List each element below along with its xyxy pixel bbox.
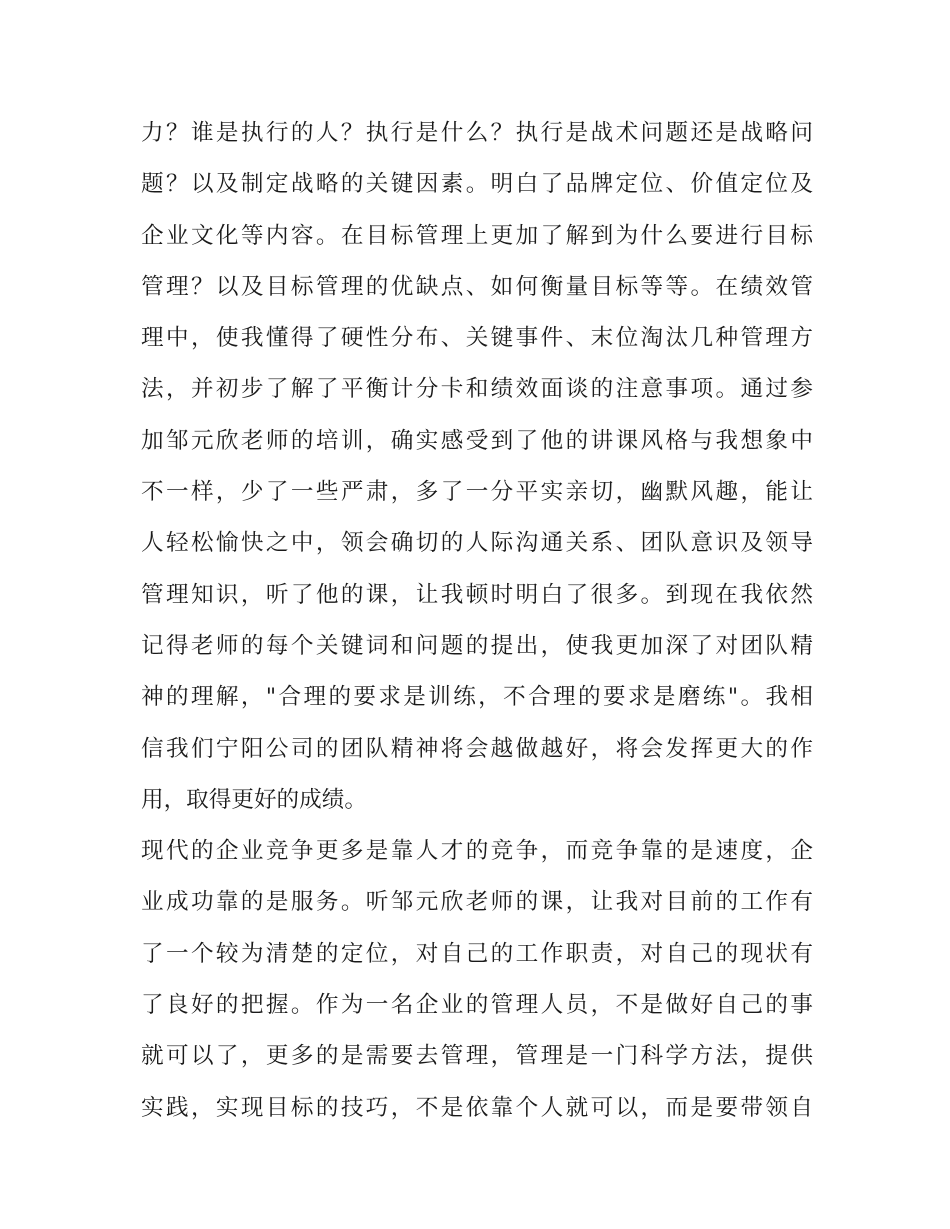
- text-line: 管理知识，听了他的课，让我顿时明白了很多。到现在我依然: [141, 581, 813, 608]
- text-line: 加邹元欣老师的培训，确实感受到了他的讲课风格与我想象中: [141, 427, 813, 454]
- text-line: 记得老师的每个关键词和问题的提出，使我更加深了对团队精: [141, 632, 813, 659]
- text-line: 法，并初步了解了平衡计分卡和绩效面谈的注意事项。通过参: [141, 376, 813, 403]
- text-line: 力？谁是执行的人？执行是什么？执行是战术问题还是战略问: [141, 120, 813, 146]
- text-line: 就可以了，更多的是需要去管理，管理是一门科学方法，提供: [141, 1043, 813, 1070]
- document-body: [141, 108, 813, 1134]
- text-line: 业成功靠的是服务。听邹元欣老师的课，让我对目前的工作有: [141, 889, 813, 916]
- text-line: 企业文化等内容。在目标管理上更加了解到为什么要进行目标: [141, 222, 813, 249]
- text-line: 信我们宁阳公司的团队精神将会越做越好，将会发挥更大的作: [141, 735, 813, 762]
- text-line: 实践，实现目标的技巧，不是依靠个人就可以，而是要带领自: [141, 1094, 813, 1121]
- text-line: 不一样，少了一些严肃，多了一分平实亲切，幽默风趣，能让: [141, 479, 813, 506]
- text-line: 了一个较为清楚的定位，对自己的工作职责，对自己的现状有: [141, 940, 813, 967]
- text-line: 管理？以及目标管理的优缺点、如何衡量目标等等。在绩效管: [141, 273, 813, 300]
- text-line: 神的理解，"合理的要求是训练，不合理的要求是磨练"。我相: [141, 684, 813, 711]
- text-line-last: 用，取得更好的成绩。: [141, 786, 367, 813]
- text-line: 理中，使我懂得了硬性分布、关键事件、末位淘汰几种管理方: [141, 325, 813, 352]
- text-line: 人轻松愉快之中，领会确切的人际沟通关系、团队意识及领导: [141, 530, 813, 557]
- paragraph-1: [141, 108, 813, 826]
- paragraph-2: [141, 826, 813, 1134]
- text-line: 现代的企业竞争更多是靠人才的竞争，而竞争靠的是速度，企: [141, 838, 813, 865]
- text-line: 题？以及制定战略的关键因素。明白了品牌定位、价值定位及: [141, 171, 813, 198]
- text-line: 了良好的把握。作为一名企业的管理人员，不是做好自己的事: [141, 992, 813, 1019]
